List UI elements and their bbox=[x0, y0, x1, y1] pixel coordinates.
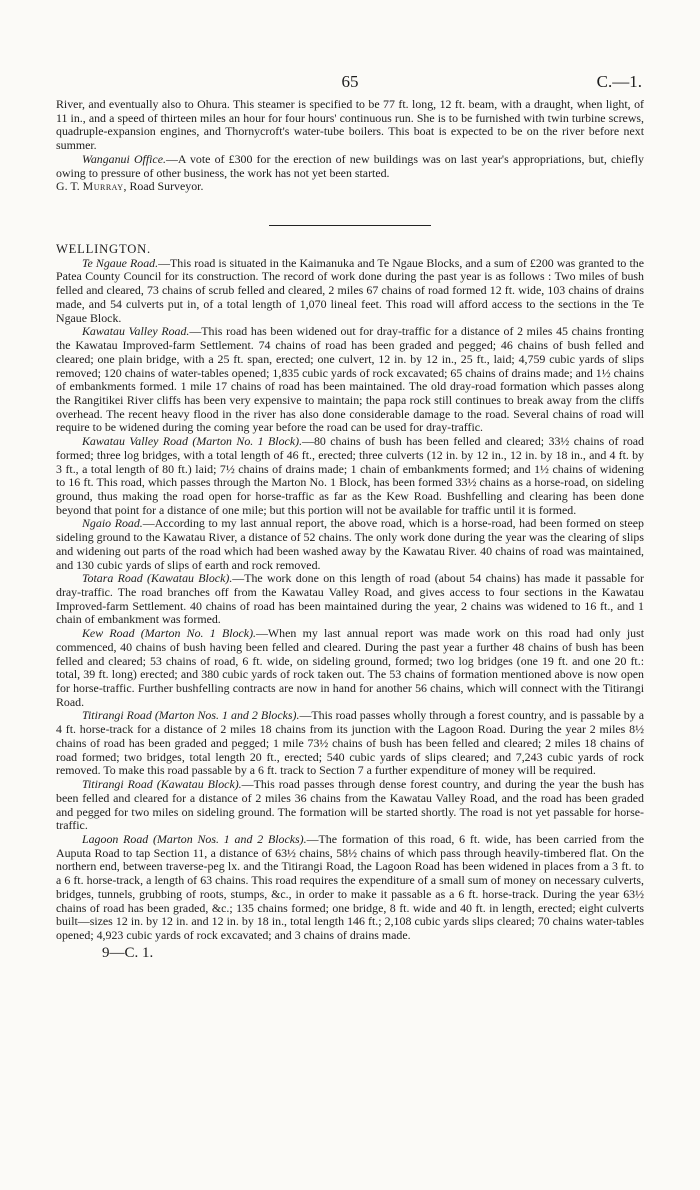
road-paragraph bbox=[56, 435, 644, 517]
road-label: Te Ngaue Road. bbox=[82, 255, 159, 270]
signature-name: Murray bbox=[82, 179, 124, 194]
section-divider bbox=[269, 225, 431, 226]
office-paragraph bbox=[56, 153, 644, 180]
road-paragraph bbox=[56, 517, 644, 572]
road-paragraph bbox=[56, 709, 644, 778]
report-code: C.—1. bbox=[596, 72, 642, 91]
road-text: —This road is situated in the Kaimanuka and Te Ngaue Blocks, and a sum of £200 was granted to the Patea County Council for its construction. The record of work done during the past year is as follows : Two miles of bush felled and cleared, 73 chains of scrub felled and cleared, 2 miles 67 chains of road formed 12 ft. wide, 103 chains of drains made, and 54 culverts put in, of a total length of 1,070 lineal feet. This road will afford access to the sections in the Te Ngaue Block. bbox=[56, 255, 644, 325]
road-text: —When my last annual report was made work on this road had only just commenced, 40 chains of bush having been felled and cleared. During the past year a further 48 chains of bush has been felled and cleared; 53 chains of road, 6 ft. wide, on sideling ground, formed; two log bridges (one 19 ft. and one 20 ft.: total, 39 ft. long) erected; and 380 cubic yards of rock taken out. The 53 chains of formation mentioned above is now open for horse-traffic. Further bushfelling contracts are now in hand for another 56 chains, which will connect with the Titirangi Road. bbox=[56, 626, 644, 709]
page-number: 65 bbox=[341, 72, 359, 91]
road-label: Titirangi Road (Marton Nos. 1 and 2 Blocks). bbox=[82, 708, 300, 723]
office-text: —A vote of £300 for the erection of new buildings was on last year's appropriations, but, chiefly owing to pressure of other business, the work has not yet been started. bbox=[56, 151, 644, 180]
road-text: —The work done on this length of road (about 54 chains) has made it passable for dray-traffic. The road branches off from the Kawatau Valley Road, and gives access to four sections in the Kawatau Improved-farm Settlement. 40 chains of road has been maintained during the year, 2 chains was widened to 16 ft., and 1 chain of embankment was formed. bbox=[56, 571, 644, 627]
road-text: —This road has been widened out for dray-traffic for a distance of 2 miles 45 chains fronting the Kawatau Improved-farm Settlement. 74 chains of road has been graded and pegged; 46 chains of bush felled and cleared; one plain bridge, with a 25 ft. span, erected; one culvert, 12 in. by 12 in., 25 ft., laid; 4,759 cubic yards of slips removed; 120 chains of water-tables opened; 1,835 cubic yards of rock excavated; 65 chains of drains made; and 1½ chains of embankments formed. 1 mile 17 chains of road has been maintained. The old dray-road formation which passes along the Rangitikei River cliffs has been very expensive to maintain; the papa rock still continues to break away from the cliffs overhead. The recent heavy flood in the river has also done considerable damage to the road. Several chains of road will require to be widened during the coming year before the road can be used for dray-traffic. bbox=[56, 324, 644, 435]
road-label: Lagoon Road (Marton Nos. 1 and 2 Blocks). bbox=[82, 831, 307, 846]
road-text: —The formation of this road, 6 ft. wide, has been carried from the Auputa Road to tap Section 11, a distance of 63½ chains, 58½ chains of which pass through heavily-timbered flat. On the northern end, between traverse-peg lx. and the Titirangi Road, the Lagoon Road has been widened in places from a 3 ft. to a 6 ft. horse-track, a length of 63 chains. This road requires the expenditure of a small sum of money on necessary culverts, bridges, tunnels, grubbing of roots, stumps, &c., in order to make it passable as a 6 ft. horse-track. During the year 63½ chains of road has been graded, &c.; 135 chains formed; one bridge, 8 ft. wide and 40 ft. in length, erected; eight culverts built—sizes 12 in. by 12 in. and 12 in. by 18 in., total length 146 ft.; 2,108 cubic yards slips cleared; 70 chains water-tables opened; 4,923 cubic yards of rock excavated; and 3 chains of drains made. bbox=[56, 831, 644, 942]
section-title: WELLINGTON. bbox=[56, 242, 151, 257]
road-label: Kawatau Valley Road (Marton No. 1 Block). bbox=[82, 434, 303, 449]
road-label: Titirangi Road (Kawatau Block). bbox=[82, 777, 242, 792]
continued-paragraph: River, and eventually also to Ohura. This steamer is specified to be 77 ft. long, 12 ft. beam, with a draught, when light, of 11 in., and a speed of thirteen miles an hour for four hours' continuous run. She is to be furnished with twin turbine screws, quadruple-expansion engines, and Thornycroft's water-tube boilers. This boat is expected to be on the river before next summer. bbox=[56, 97, 644, 153]
road-label: Kew Road (Marton No. 1 Block). bbox=[82, 626, 257, 641]
signature-mark: 9—C. 1. bbox=[102, 944, 154, 961]
surveyor-signature bbox=[56, 180, 644, 194]
road-text: —80 chains of bush has been felled and cleared; 33½ chains of road formed; three log bridges, with a total length of 46 ft., erected; three culverts (12 in. by 12 in., 12 in. by 18 in., and 4 ft. by 3 ft., a total length of 80 ft.) laid; 7½ chains of drains made; 1 chain of embankments formed; and 1½ chains of widening to 16 ft. This road, which passes through the Marton No. 1 Block, has been formed 33½ chains as a horse-road, on sideling ground, thus making the road open for horse-traffic as far as the Kew Road. Bushfelling and clearing has been done beyond that point for a distance of one mile; but this portion will not be available for traffic until it is formed. bbox=[56, 434, 644, 517]
road-label: Totara Road (Kawatau Block). bbox=[82, 571, 233, 586]
road-text: —This road passes through dense forest country, and during the year the bush has been felled and cleared for a distance of 2 miles 36 chains from the Kawatau Valley Road, and the road has been graded and pegged for two miles on sideling ground. The formation will be started shortly. The road is not yet passable for horse-traffic. bbox=[56, 777, 644, 833]
road-paragraph bbox=[56, 627, 644, 709]
road-paragraph bbox=[56, 257, 644, 326]
road-paragraph bbox=[56, 778, 644, 833]
road-paragraph bbox=[56, 572, 644, 627]
road-text: —This road passes wholly through a forest country, and is passable by a 4 ft. horse-track for a distance of 2 miles 18 chains from its junction with the Lagoon Road. During the year 2 miles 8½ chains of road has been graded and pegged; 1 mile 73½ chains of bush has been felled and cleared; 2 miles 18 chains of road formed; two bridges, total length 20 ft., erected; 540 cubic yards of slips cleared; and 7,243 cubic yards of rock removed. To make this road passable by a 6 ft. track to Section 7 a further expenditure of money will be required. bbox=[56, 708, 644, 778]
signature-prefix: G. T. bbox=[56, 179, 80, 194]
road-label: Kawatau Valley Road. bbox=[82, 324, 190, 339]
road-paragraph bbox=[56, 325, 644, 435]
road-paragraph bbox=[56, 833, 644, 943]
signature-suffix: , Road Surveyor. bbox=[123, 179, 204, 194]
road-label: Ngaio Road. bbox=[82, 516, 143, 531]
report-body bbox=[56, 98, 644, 960]
office-label: Wanganui Office. bbox=[82, 151, 166, 166]
road-text: —According to my last annual report, the above road, which is a horse-road, had been formed on steep sideling ground to the Kawatau River, a distance of 52 chains. The only work done during the year was the clearing of slips and widening out parts of the road which had been washed away by the Kawatau River. 40 chains of road was maintained, and 130 cubic yards of slips of earth and rock removed. bbox=[56, 516, 644, 572]
